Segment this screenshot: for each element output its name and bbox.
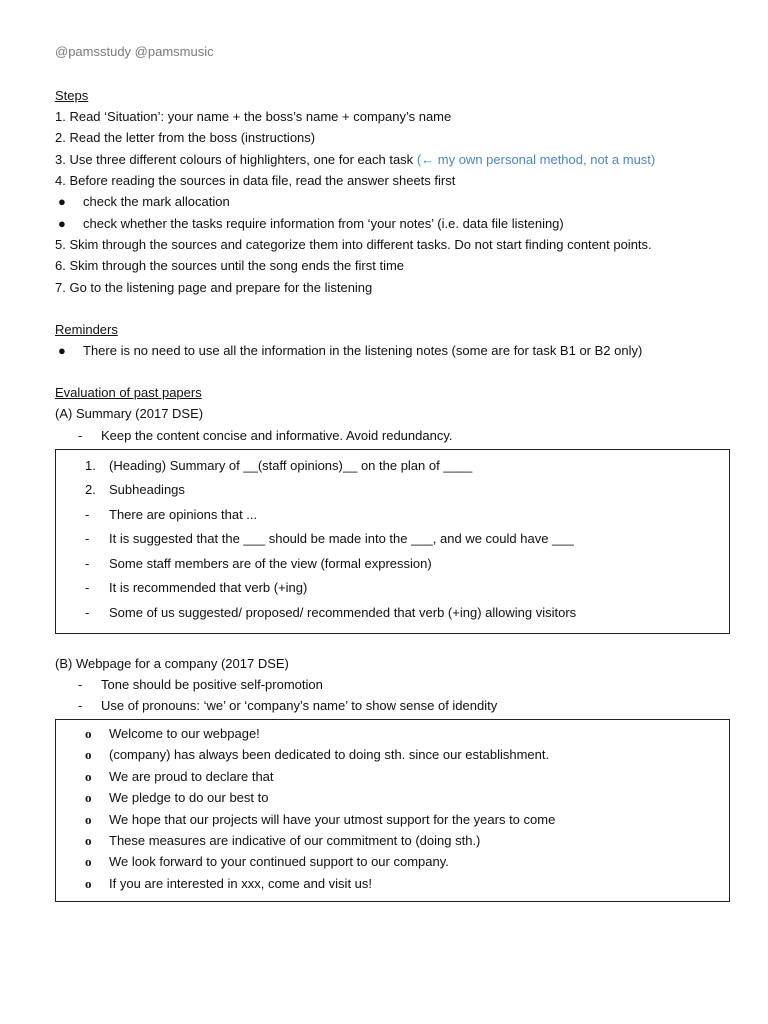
step-5: 5. Skim through the sources and categorize them into different tasks. Do not start finding content points. [55, 237, 652, 252]
steps-heading: Steps [55, 88, 89, 103]
webpage-phrase: Welcome to our webpage! [109, 726, 260, 741]
step-6: 6. Skim through the sources until the song ends the first time [55, 258, 405, 273]
circle-bullet-icon: o [85, 747, 92, 762]
step-1: 1. Read ‘Situation’: your name + the boss’s name + company’s name [55, 109, 452, 124]
webpage-phrase: We look forward to your continued support to our company. [109, 854, 449, 869]
section-b-title: (B) Webpage for a company (2017 DSE) [55, 656, 289, 671]
dash-marker: - [78, 428, 83, 443]
summary-phrase: Some of us suggested/ proposed/ recommended that verb (+ing) allowing visitors [109, 605, 577, 620]
summary-phrase: It is recommended that verb (+ing) [109, 580, 308, 595]
webpage-phrases-box [55, 719, 730, 902]
sub-bullet-1: check the mark allocation [83, 194, 230, 209]
summary-phrase: Some staff members are of the view (formal expression) [109, 556, 432, 571]
step-4: 4. Before reading the sources in data file, read the answer sheets first [55, 173, 456, 188]
webpage-phrase: We hope that our projects will have your utmost support for the years to come [109, 812, 556, 827]
box-marker: 1. [85, 458, 96, 473]
circle-bullet-icon: o [85, 876, 92, 891]
circle-bullet-icon: o [85, 854, 92, 869]
step-3-note: (← my own personal method, not a must) [416, 152, 656, 167]
summary-phrases-box [55, 449, 730, 634]
step-3-text: 3. Use three different colours of highlighters, one for each task [55, 152, 414, 167]
section-b-note-1: Tone should be positive self-promotion [101, 677, 323, 692]
webpage-phrase: (company) has always been dedicated to doing sth. since our establishment. [109, 747, 550, 762]
box-marker: - [85, 507, 90, 522]
circle-bullet-icon: o [85, 812, 92, 827]
dash-marker: - [78, 698, 83, 713]
box-marker: - [85, 531, 90, 546]
section-b-note-2: Use of pronouns: ‘we’ or ‘company’s name’ to show sense of idendity [101, 698, 498, 713]
summary-phrase: Subheadings [109, 482, 185, 497]
box-marker: - [85, 580, 90, 595]
circle-bullet-icon: o [85, 769, 92, 784]
reminder-1: There is no need to use all the information in the listening notes (some are for task B1 or B2 only) [83, 343, 643, 358]
evaluation-heading: Evaluation of past papers [55, 385, 202, 400]
box-marker: 2. [85, 482, 96, 497]
circle-bullet-icon: o [85, 790, 92, 805]
webpage-phrase: We pledge to do our best to [109, 790, 269, 805]
webpage-phrase: If you are interested in xxx, come and visit us! [109, 876, 373, 891]
summary-phrase: There are opinions that ... [109, 507, 258, 522]
section-a-note: Keep the content concise and informative. Avoid redundancy. [101, 428, 453, 443]
summary-phrase: (Heading) Summary of __(staff opinions)__ on the plan of ____ [109, 458, 473, 473]
step-3 [55, 152, 655, 168]
webpage-phrase: We are proud to declare that [109, 769, 274, 784]
circle-bullet-icon: o [85, 833, 92, 848]
circle-bullet-icon: o [85, 726, 92, 741]
header-handles: @pamsstudy @pamsmusic [55, 44, 214, 59]
step-7: 7. Go to the listening page and prepare for the listening [55, 280, 373, 295]
dash-marker: - [78, 677, 83, 692]
webpage-phrase: These measures are indicative of our commitment to (doing sth.) [109, 833, 481, 848]
reminder-bullet-symbol: ● [58, 343, 66, 358]
summary-phrase: It is suggested that the ___ should be made into the ___, and we could have ___ [109, 531, 574, 546]
step-2: 2. Read the letter from the boss (instructions) [55, 130, 316, 145]
reminders-heading: Reminders [55, 322, 118, 337]
section-a-title: (A) Summary (2017 DSE) [55, 406, 204, 421]
sub-bullet-2: check whether the tasks require information from ‘your notes’ (i.e. data file listening) [83, 216, 564, 231]
sub-bullet-symbol: ● [58, 216, 66, 231]
box-marker: - [85, 605, 90, 620]
sub-bullet-symbol: ● [58, 194, 66, 209]
box-marker: - [85, 556, 90, 571]
